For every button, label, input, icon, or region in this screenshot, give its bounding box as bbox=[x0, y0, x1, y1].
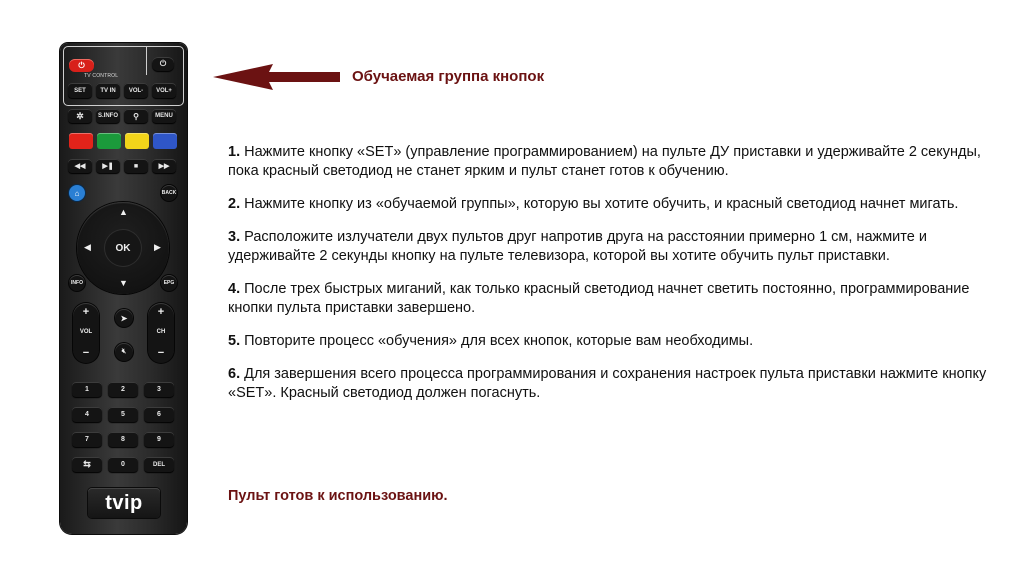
ok-label: OK bbox=[115, 242, 131, 254]
final-note: Пульт готов к использованию. bbox=[228, 488, 448, 504]
step-text: Для завершения всего процесса программирования и сохранения настроек пульта приставки нажмите кнопку «SET». Красный светодиод должен погаснуть. bbox=[228, 366, 987, 401]
step-number: 6. bbox=[228, 366, 241, 382]
tv-control-label: TV CONTROL bbox=[84, 73, 119, 79]
key-5-label: 5 bbox=[121, 411, 125, 418]
pointer-button[interactable] bbox=[115, 309, 133, 327]
ok-button[interactable] bbox=[105, 230, 141, 266]
fast-forward-button[interactable] bbox=[152, 159, 176, 173]
stop-button[interactable] bbox=[124, 159, 148, 173]
epg-button[interactable] bbox=[161, 275, 177, 291]
step-2 bbox=[228, 195, 998, 214]
down-arrow-icon[interactable]: ▼ bbox=[119, 278, 128, 288]
mute-icon: 🔇︎ bbox=[121, 348, 127, 355]
stop-icon: ■ bbox=[133, 162, 139, 170]
key-1-label: 1 bbox=[85, 386, 89, 393]
cursor-icon: ➤ bbox=[120, 313, 128, 323]
step-4 bbox=[228, 280, 998, 318]
key-0-label: 0 bbox=[121, 461, 125, 468]
menu-label: MENU bbox=[155, 113, 173, 119]
remote-control bbox=[60, 43, 187, 534]
stb-power-button[interactable] bbox=[152, 57, 174, 71]
key-4-label: 4 bbox=[85, 411, 89, 418]
minus-icon: − bbox=[82, 347, 90, 359]
fast-forward-icon: ▶▶ bbox=[158, 163, 170, 170]
menu-button[interactable] bbox=[152, 109, 176, 123]
play-pause-icon: ▶❚ bbox=[102, 163, 114, 170]
step-text: Нажмите кнопку «SET» (управление программированием) на пульте ДУ приставки и удерживайте 2 секунды, пока красный светодиод не станет ярким и пульт станет готов к обучению. bbox=[228, 144, 981, 179]
red-key[interactable] bbox=[69, 133, 93, 149]
left-arrow-icon[interactable]: ◀ bbox=[84, 242, 91, 252]
key-6[interactable] bbox=[144, 407, 174, 422]
ch-label: CH bbox=[156, 329, 166, 335]
step-text: Расположите излучатели двух пультов друг напротив друга на расстоянии примерно 1 см, нажмите и удерживайте 2 секунды кнопку на пульте телевизора, которой вы хотите обучить пульт приставки. bbox=[228, 229, 927, 264]
search-icon: ⚲ bbox=[133, 111, 139, 121]
step-number: 4. bbox=[228, 281, 241, 297]
brand-logo-plate bbox=[88, 488, 160, 518]
tv-power-button[interactable] bbox=[69, 59, 94, 72]
key-8[interactable] bbox=[108, 432, 138, 447]
step-number: 3. bbox=[228, 229, 241, 245]
volume-rocker[interactable] bbox=[73, 303, 99, 363]
key-1[interactable] bbox=[72, 382, 102, 397]
step-number: 5. bbox=[228, 333, 241, 349]
key-4[interactable] bbox=[72, 407, 102, 422]
key-9[interactable] bbox=[144, 432, 174, 447]
step-text: После трех быстрых миганий, как только красный светодиод начнет светить постоянно, программирование кнопки пульта приставки завершено. bbox=[228, 281, 970, 316]
key-5[interactable] bbox=[108, 407, 138, 422]
home-button[interactable] bbox=[69, 185, 85, 201]
key-6-label: 6 bbox=[157, 411, 161, 418]
step-number: 1. bbox=[228, 144, 241, 160]
right-arrow-icon[interactable]: ▶ bbox=[154, 242, 161, 252]
vol-minus-label: VOL- bbox=[128, 87, 144, 94]
del-label: DEL bbox=[153, 461, 165, 468]
tv-in-button[interactable] bbox=[96, 83, 120, 98]
s-info-label: S.INFO bbox=[97, 113, 118, 119]
step-number: 2. bbox=[228, 196, 241, 212]
vol-plus-learn-button[interactable] bbox=[152, 83, 176, 98]
brand-logo: tvip bbox=[105, 491, 143, 514]
navigation-pad bbox=[77, 202, 169, 294]
step-text: Нажмите кнопку из «обучаемой группы», которую вы хотите обучить, и красный светодиод начнет мигать. bbox=[244, 196, 959, 212]
instruction-steps bbox=[228, 143, 998, 417]
play-pause-button[interactable] bbox=[96, 159, 120, 173]
key-3-label: 3 bbox=[157, 386, 161, 393]
vol-plus-label: VOL+ bbox=[156, 87, 172, 94]
info-label: INFO bbox=[71, 280, 83, 286]
vol-minus-learn-button[interactable] bbox=[124, 83, 148, 98]
step-1 bbox=[228, 143, 998, 181]
s-info-button[interactable] bbox=[96, 109, 120, 123]
recall-button[interactable] bbox=[72, 457, 102, 472]
up-arrow-icon[interactable]: ▲ bbox=[119, 207, 128, 217]
key-0[interactable] bbox=[108, 457, 138, 472]
step-5 bbox=[228, 332, 998, 351]
step-text: Повторите процесс «обучения» для всех кнопок, которые вам необходимы. bbox=[244, 333, 754, 349]
back-label: BACK bbox=[161, 190, 177, 196]
recall-icon: ⇆ bbox=[83, 459, 91, 469]
set-button[interactable] bbox=[68, 83, 92, 98]
plus-icon: + bbox=[82, 306, 90, 318]
tv-in-label: TV IN bbox=[100, 87, 116, 94]
set-label: SET bbox=[74, 87, 86, 94]
pointer-arrow-icon bbox=[213, 64, 341, 90]
blue-key[interactable] bbox=[153, 133, 177, 149]
back-button[interactable] bbox=[161, 185, 177, 201]
epg-label: EPG bbox=[163, 280, 175, 286]
key-9-label: 9 bbox=[157, 436, 161, 443]
key-7[interactable] bbox=[72, 432, 102, 447]
info-button[interactable] bbox=[69, 275, 85, 291]
mute-button[interactable] bbox=[115, 343, 133, 361]
key-8-label: 8 bbox=[121, 436, 125, 443]
gear-icon: ✲ bbox=[76, 110, 84, 121]
key-3[interactable] bbox=[144, 382, 174, 397]
minus-icon: − bbox=[157, 347, 165, 359]
section-title: Обучаемая группа кнопок bbox=[352, 68, 545, 85]
channel-rocker[interactable] bbox=[148, 303, 174, 363]
green-key[interactable] bbox=[97, 133, 121, 149]
power-icon: ⏻ bbox=[159, 59, 167, 68]
step-6 bbox=[228, 365, 998, 403]
vol-label: VOL bbox=[79, 329, 93, 335]
yellow-key[interactable] bbox=[125, 133, 149, 149]
power-icon: ⏻ bbox=[78, 60, 85, 70]
plus-icon: + bbox=[157, 306, 165, 318]
rewind-button[interactable] bbox=[68, 159, 92, 173]
search-button[interactable] bbox=[124, 109, 148, 123]
rewind-icon: ◀◀ bbox=[74, 163, 86, 170]
settings-button[interactable] bbox=[68, 109, 92, 123]
step-3 bbox=[228, 228, 998, 266]
key-2-label: 2 bbox=[121, 386, 125, 393]
key-2[interactable] bbox=[108, 382, 138, 397]
del-button[interactable] bbox=[144, 457, 174, 472]
key-7-label: 7 bbox=[85, 436, 89, 443]
home-icon: ⌂ bbox=[74, 188, 80, 198]
